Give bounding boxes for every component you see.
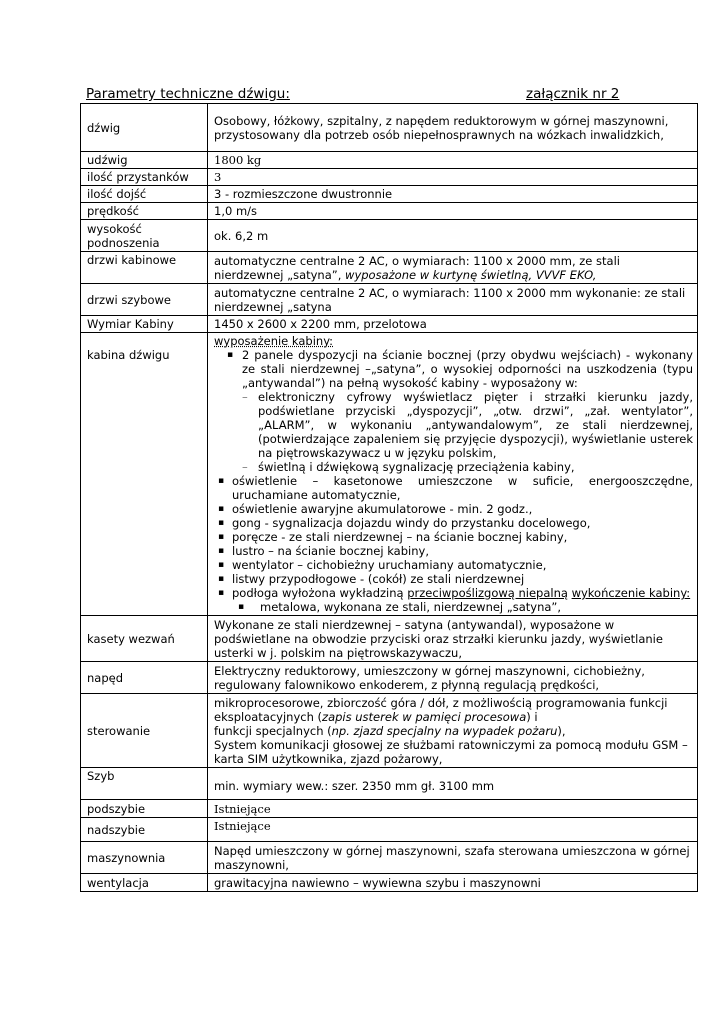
row-value: 1450 x 2600 x 2200 mm, przelotowa xyxy=(208,316,698,333)
control-italic: zapis usterek w pamięci procesowa xyxy=(322,709,527,724)
row-label: prędkość xyxy=(81,203,208,220)
table-row xyxy=(81,252,698,284)
control-text: mikroprocesorowe, zbiorczość góra / dół, z możliwością programowania funkcji eksploatacyjnych ( xyxy=(214,695,668,724)
row-label: Wymiar Kabiny xyxy=(81,316,208,333)
table-row xyxy=(81,186,698,203)
row-value: Wykonane ze stali nierdzewnej – satyna (antywandal), wyposażone w podświetlane na obwodzie przyciski oraz strzałki kierunku jazdy, wyświetlanie usterki w j. polskim na piętrowskazywaczu, xyxy=(208,616,698,662)
table-row xyxy=(81,284,698,316)
list-item: – elektroniczny cyfrowy wyświetlacz pięter i strzałki kierunku jazdy, podświetlane przyciski „dyspozycji”, „otw. drzwi”, „zał. wentylator”, „ALARM”, w wykonaniu „antywandalowym”, ze stali nierdzewnej, (potwierdzające zapaleniem się przyjęcie dyspozycji), wyświetlanie usterek na piętrowskazywacz u w języku polskim, xyxy=(214,390,693,460)
cabin-heading: wyposażenie kabiny: xyxy=(214,334,334,348)
row-label: kasety wezwań xyxy=(81,616,208,662)
table-row xyxy=(81,694,698,768)
row-label: dźwig xyxy=(81,104,208,152)
table-row xyxy=(81,842,698,874)
table-row xyxy=(81,169,698,186)
table-row xyxy=(81,316,698,333)
list-item: – świetlną i dźwiękową sygnalizację przeciążenia kabiny, xyxy=(214,460,693,474)
row-label: kabina dźwigu xyxy=(81,333,208,616)
doors-cabin-italic: wyposażone w kurtynę świetlną, VVVF EKO, xyxy=(345,267,597,282)
row-value: 3 - rozmieszczone dwustronnie xyxy=(208,186,698,203)
row-label: wentylacja xyxy=(81,874,208,892)
row-label: ilość dojść xyxy=(81,186,208,203)
table-row xyxy=(81,768,698,800)
table-row xyxy=(81,800,698,818)
list-item: ▪ oświetlenie awaryjne akumulatorowe - min. 2 godz., xyxy=(214,502,693,516)
gsm-text: System komunikacji głosowej ze służbami ratowniczymi za pomocą modułu GSM – karta SIM użytkownika, zjazd pożarowy, xyxy=(214,737,688,766)
special-text: funkcji specjalnych ( xyxy=(214,723,332,738)
title-line xyxy=(86,86,698,104)
row-value: ok. 6,2 m xyxy=(208,220,698,252)
document-title: Parametry techniczne dźwigu: xyxy=(86,86,290,102)
row-value: Napęd umieszczony w górnej maszynowni, szafa sterowana umieszczona w górnej maszynowni, xyxy=(208,842,698,874)
row-value xyxy=(208,252,698,284)
table-row xyxy=(81,616,698,662)
table-row xyxy=(81,662,698,694)
row-value: 3 xyxy=(208,169,698,186)
row-value: grawitacyjna nawiewno – wywiewna szybu i maszynowni xyxy=(208,874,698,892)
cabin-equipment xyxy=(208,333,698,616)
list-item: ▪ listwy przypodłogowe - (cokół) ze stali nierdzewnej xyxy=(214,572,693,586)
row-label: sterowanie xyxy=(81,694,208,768)
row-label: Szyb xyxy=(81,768,208,800)
row-value: 1,0 m/s xyxy=(208,203,698,220)
row-value xyxy=(208,694,698,768)
spec-table xyxy=(80,103,698,892)
row-label: ilość przystanków xyxy=(81,169,208,186)
row-label: nadszybie xyxy=(81,818,208,842)
list-item xyxy=(214,586,693,600)
row-value: Elektryczny reduktorowy, umieszczony w górnej maszynowni, cichobieżny, regulowany falownikowo enkoderem, z płynną regulacją prędkości, xyxy=(208,662,698,694)
control-text-end: ) i xyxy=(526,709,538,724)
table-row xyxy=(81,152,698,169)
row-value: Istniejące xyxy=(208,800,698,818)
table-row xyxy=(81,220,698,252)
list-item: ▪ oświetlenie – kasetonowe umieszczone w suficie, energooszczędne, uruchamiane automatycznie, xyxy=(214,474,693,502)
list-item: ▪ wentylator – cichobieżny uruchamiany automatycznie, xyxy=(214,558,693,572)
table-row xyxy=(81,104,698,152)
row-label: podszybie xyxy=(81,800,208,818)
row-value: min. wymiary wew.: szer. 2350 mm gł. 3100 mm xyxy=(208,768,698,800)
list-item: ▪ poręcze - ze stali nierdzewnej – na ścianie bocznej kabiny, xyxy=(214,530,693,544)
row-value: Osobowy, łóżkowy, szpitalny, z napędem reduktorowym w górnej maszynowni, przystosowany dla potrzeb osób niepełnosprawnych na wózkach inwalidzkich, xyxy=(208,104,698,152)
list-item: ▪ 2 panele dyspozycji na ścianie bocznej (przy obydwu wejściach) - wykonany ze stali nierdzewnej –„satyna”, o wysokiej odporności na uszkodzenia (typu „antywandal”) na pełną wysokość kabiny - wyposażony w: xyxy=(214,348,693,390)
list-item: ▪ metalowa, wykonana ze stali, nierdzewnej „satyna”, xyxy=(214,600,693,614)
table-row xyxy=(81,818,698,842)
list-item: ▪ gong - sygnalizacja dojazdu windy do przystanku docelowego, xyxy=(214,516,693,530)
floor-text: podłoga wyłożona wykładziną xyxy=(232,586,408,600)
table-row xyxy=(81,333,698,616)
row-label: drzwi szybowe xyxy=(81,284,208,316)
special-italic: np. zjazd specjalny na wypadek pożaru xyxy=(331,723,558,738)
row-label: drzwi kabinowe xyxy=(81,252,208,284)
row-label: udźwig xyxy=(81,152,208,169)
floor-underlined: przeciwpoślizgową niepalną xyxy=(407,586,568,600)
floor-finish: wykończenie kabiny: xyxy=(571,586,691,600)
table-row xyxy=(81,203,698,220)
row-value: 1800 kg xyxy=(208,152,698,169)
table-row xyxy=(81,874,698,892)
row-value: automatyczne centralne 2 AC, o wymiarach: 1100 x 2000 mm wykonanie: ze stali nierdzewnej „satyna xyxy=(208,284,698,316)
row-label: maszynownia xyxy=(81,842,208,874)
doors-cabin-text: automatyczne centralne 2 AC, o wymiarach: 1100 x 2000 mm, ze stali nierdzewnej „satyna”, xyxy=(214,253,620,282)
special-text-end: ), xyxy=(557,723,566,738)
row-value: Istniejące xyxy=(208,818,698,842)
list-item: ▪ lustro – na ścianie bocznej kabiny, xyxy=(214,544,693,558)
attachment-label: załącznik nr 2 xyxy=(526,86,620,102)
row-label: napęd xyxy=(81,662,208,694)
row-label: wysokość podnoszenia xyxy=(81,220,208,252)
